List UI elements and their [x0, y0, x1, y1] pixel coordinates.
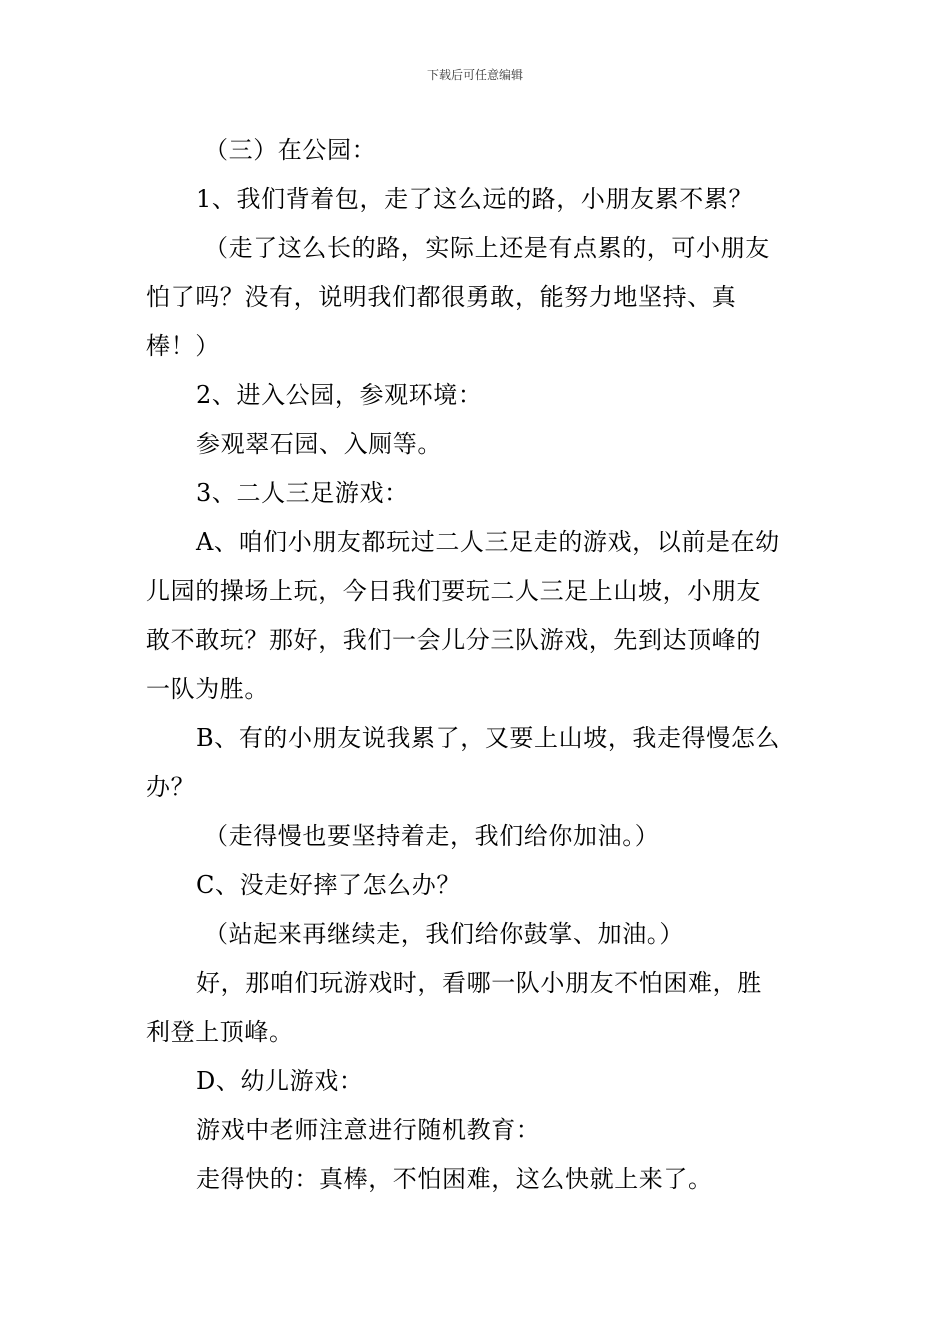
- paragraph-line: （走了这么长的路，实际上还是有点累的，可小朋友: [204, 234, 770, 262]
- paragraph-line: 办？: [146, 773, 196, 801]
- paragraph-line: 儿园的操场上玩，今日我们要玩二人三足上山坡，小朋友: [146, 577, 761, 605]
- paragraph-line: A、咱们小朋友都玩过二人三足走的游戏，以前是在幼: [196, 528, 780, 556]
- paragraph-line: 怕了吗？没有，说明我们都很勇敢，能努力地坚持、真: [146, 283, 737, 311]
- paragraph-line: D、幼儿游戏：: [196, 1067, 364, 1095]
- paragraph-line: 走得快的：真棒，不怕困难，这么快就上来了。: [196, 1165, 713, 1193]
- paragraph-line: 1、我们背着包，走了这么远的路，小朋友累不累？: [196, 185, 754, 213]
- paragraph-line: 游戏中老师注意进行随机教育：: [196, 1116, 541, 1144]
- paragraph-line: 利登上顶峰。: [146, 1018, 294, 1046]
- paragraph-line: 参观翠石园、入厕等。: [196, 430, 442, 458]
- paragraph-line: 棒！）: [146, 332, 220, 360]
- paragraph-line: 好，那咱们玩游戏时，看哪一队小朋友不怕困难，胜: [196, 969, 762, 997]
- paragraph-line: B、有的小朋友说我累了，又要上山坡，我走得慢怎么: [196, 724, 781, 752]
- paragraph-line: 敢不敢玩？那好，我们一会儿分三队游戏，先到达顶峰的: [146, 626, 761, 654]
- paragraph-line: （站起来再继续走，我们给你鼓掌、加油。）: [204, 920, 684, 948]
- paragraph-line: 3、二人三足游戏：: [196, 479, 409, 507]
- page-header: 下载后可任意编辑: [426, 68, 523, 82]
- paragraph-line: 一队为胜。: [146, 675, 269, 703]
- paragraph-line: 2、进入公园，参观环境：: [196, 381, 483, 409]
- document-body: [146, 126, 806, 1204]
- section-heading: （三）在公园：: [204, 136, 377, 164]
- paragraph-line: （走得慢也要坚持着走，我们给你加油。）: [204, 822, 660, 850]
- paragraph-line: C、没走好摔了怎么办？: [196, 871, 461, 899]
